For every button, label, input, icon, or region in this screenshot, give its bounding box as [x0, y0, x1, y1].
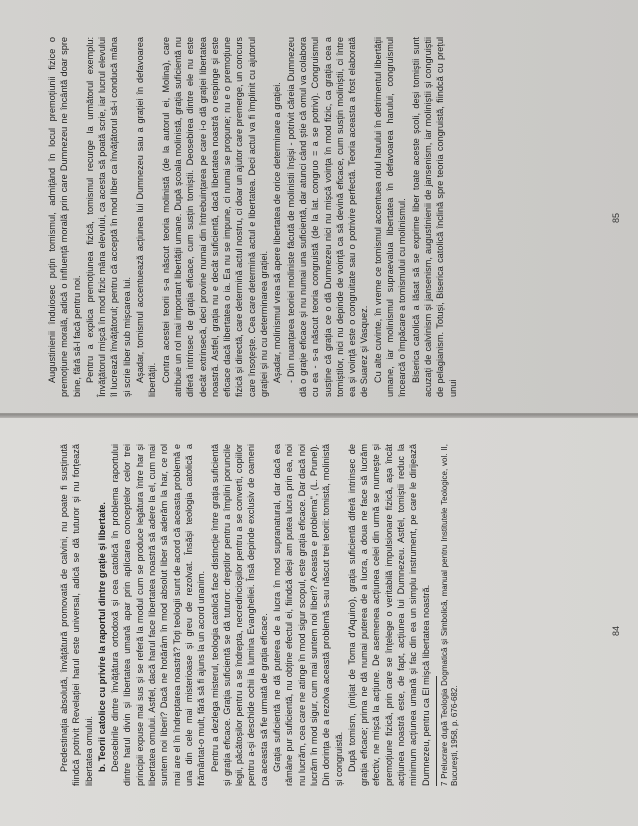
left-section-heading: b. Teorii catolice cu privire la raportul dintre grație și libertate.	[96, 502, 107, 772]
left-paragraph-1: Predestinația absolută, învățătură promovată de calvini, nu poate fi susținută fiindcă potrivit Revelației harul este universal, adică se dă tuturor și nu forțează libertatea omului.	[59, 444, 94, 786]
right-paragraph-5: Așadar, molinismul vrea să apere libertatea de orice determinare a grației.	[272, 82, 283, 383]
right-paragraph-8: Biserica catolică a lăsat să se exprime liber toate aceste școli, deși tomiștii sunt acuzați de calvinism și jansenism, augustinienii de jansenism, iar moliniștii și congruiștii de pelagianism. Totuși, Biserica catolică înclină spre teoria congruistă, fiindcă cu prețul unui	[410, 37, 458, 397]
left-paragraph-4: Grația suficientă ne dă puterea de a lucra în mod supranatural, dar dacă ea rămâne pur suficientă, nu obține efectul ei, fiindcă deși am putea lucra prin ea, noi nu lucrăm, cea care ne atinge în mod sigur scopul, este grația eficace. Dar dacă noi lucrăm în mod sigur, cum mai suntem noi liberi? Aceasta e problema", (L. Prunel). Din dorința de a rezolva această problemă s-au născut trei teorii: tomistă, molinistă și congruistă.	[272, 444, 344, 786]
right-paragraph-4: Contra acestei teorii s-a născut teoria molinistă (de la autorul ei, Molina), care atribuie un rol mai important libertății umane. După școala molinistă, grația suficientă nu diferă intrinsec de grația eficace, cum susțin tomiștii. Deosebirea dintre ele nu este decât extrinsecă, deci provine numai din întrebuințarea pe care i-o dă grației libertatea noastră. Astfel, grația nu e decât suficientă, dacă libertatea noastră o respinge și este eficace dacă libertatea o ia. Ea nu se impune, ci numai se propune; nu e o premoțiune fizică și directă, care determină actul nostru, ci doar un ajutor care premerge, un concurs care însoțește. Cea care determină actul e libertatea. Deci actul va fi împlinit cu ajutorul grației și nu cu determinarea grației.	[160, 36, 270, 397]
right-page-text-column	[46, 37, 460, 397]
left-page-number: 84	[611, 625, 621, 636]
right-paragraph-6: - Din nuanțarea teoriei moliniste făcută de molinistii înșiși - potrivit căreia Dumnezeu dă o grație eficace și nu numai una suficientă, dar atunci când știe că omul va colabora cu ea - s-a născut teoria congruistă (de la lat. congruo = a se potrivi). Congruismul susține că grația ce o dă Dumnezeu nici nu mișcă voința în mod fizic, ca grația cea a tomiștilor, nici nu depinde de voință ca să devină eficace, cum susțin moliniștii, ci între ea și voință este o congruitate sau o potrivire perfectă. Teoria aceasta a fost elaborată de Suarez și Vasquez.	[285, 37, 370, 397]
left-page-text-column	[58, 444, 462, 786]
right-paragraph-7: Cu alte cuvinte, în vreme ce tomismul accentuea rolul harului în detrimentul libertății umane, iar molinismul supraevalua libertatea în defavoarea harului, congruismul încearcă o împăcare a tomismului cu molinismul.	[372, 37, 408, 397]
left-paragraph-2: Deosebirile dintre învățătura ortodoxă și cea catolică în problema raportului dintre harul divin și libertatea umană apar prin aplicarea conceptelor celor trei principii expuse mai sus și se referă la modul cum se produce legătura între har și libertatea omului. Astfel, dacă harul face libertatea noastră să adere la el, cum mai suntem noi liberi? Dacă ne hotărâm în mod absolut liber să aderăm la har, ce rol mai are el în îndreptarea noastră? Toți teologii sunt de acord că aceasta problemă e una din cele mai misterioase și greu de rezolvat. Însăși teologia catolică a frământat-o mult, fără să fi ajuns la un acord unanim.	[110, 444, 207, 786]
right-paragraph-1: Augustinienii înduioseс puțin tomismul, admițând în locul premoțiunii fizice o premoțiune morală, adică o influență morală prin care Dumnezeu ne încântă doar spre bine, fără să-l facă pentru noi.	[47, 37, 82, 397]
left-paragraph-5: După tomism, (inițiat de Toma d'Aquino), grația suficientă diferă intrinsec de grația eficace; prima ne dă numai puterea de a lucra, a doua ne face să lucrăm efectiv, ne mișcă la acțiune. De asemenea acțiunea celei din urmă se numește și premoțiune fizică, prin care se înțelege o veritabilă impulsionare fizică, așa încât acțiunea noastră este, de fapt, acțiunea lui Dumnezeu. Astfel, tomiștii reduc la minimum acțiunea umană și fac din ea un simplu instrument, pe care le dirijează Dumnezeu, pentru ca El mișcă libertatea noastră.	[346, 444, 431, 786]
right-paragraph-2: Pentru a explica premoțiunea fizică, tomismul recurge la următorul exemplu: Învățătorul mișcă în mod fizic mâna elevului, ca acesta să poată scrie, iar lucrul elevului îl lucrează învățătorul; pentru că acceptă în mod liber ca învățătorul să-i conducă mâna și scrie liber sub mișcarea lui.	[84, 37, 132, 397]
right-page-number: 85	[611, 212, 621, 223]
right-paragraph-3: Așadar, tomismul accentuează acțiunea lui Dumnezeu sau a grației în defavoarea libertății.	[135, 37, 158, 397]
left-footnote: 7 Prelucrare după Teologia Dogmatică și Simbolică, manual pentru Institutele Teologice, vol. II, București, 1958, p. 676-682.	[439, 444, 460, 786]
left-page	[0, 416, 638, 826]
footnote-separator	[436, 676, 437, 786]
left-paragraph-3: Pentru a dezlega misterul, teologia catolică face distincție între grația suficientă și grația eficace. Grația suficientă se dă tuturor: dreptilor pentru a împlini poruncile legii, păcătoșilor pentru a se îndrepta, necredincioșilor pentru a se converti, copiilor pentru a-și deschide ochii la lumina Evangheliei. Însă depinde exclusiv de oameni ca aceasta să fie urmată de grația eficace.	[209, 444, 269, 786]
